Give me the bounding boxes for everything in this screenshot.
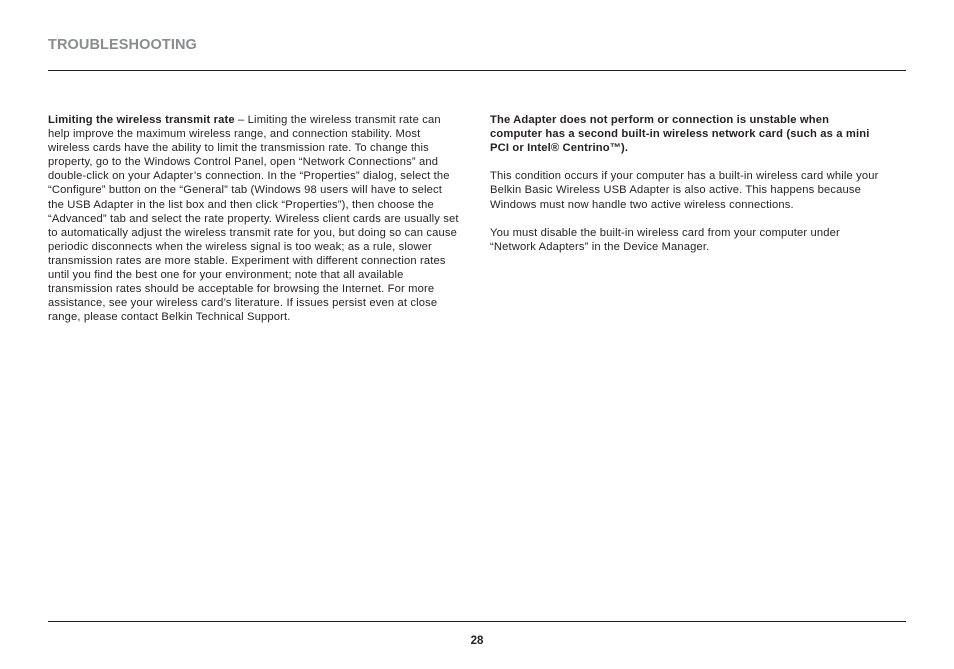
- transmit-rate-body: – Limiting the wireless transmit rate can help improve the maximum wireless range, and connection stability. Most wireless cards have the ability to limit the transmission rate. To change this property, go to the Windows Control Panel, open “Network Connections” and double-click on your Adapter’s connection. In the “Properties” dialog, select the “Configure” button on the “General” tab (Windows 98 users will have to select the USB Adapter in the list box and then click “Properties”), then choose the “Advanced” tab and select the rate property. Wireless client cards are usually set to automatically adjust the wireless transmit rate for you, but doing so can cause periodic disconnects when the wireless signal is too weak; as a rule, slower transmission rates are more stable. Experiment with different connection rates until you find the best one for your environment; note that all available transmission rates should be acceptable for browsing the Internet. For more assistance, see your wireless card’s literature. If issues persist even at close range, please contact Belkin Technical Support.: [48, 114, 459, 324]
- footer-divider: [48, 621, 906, 622]
- transmit-rate-lead: Limiting the wireless transmit rate: [48, 114, 235, 126]
- left-column: [48, 113, 460, 324]
- second-card-paragraph-1: This condition occurs if your computer has a built-in wireless card while your Belkin Basic Wireless USB Adapter is also active. This happens because Windows must now handle two active wireless connections.: [490, 170, 879, 211]
- page-number: 28: [470, 635, 484, 647]
- section-title: TROUBLESHOOTING: [48, 37, 197, 53]
- second-card-heading: The Adapter does not perform or connection is unstable when computer has a second built-in wireless network card (such as a mini PCI or Intel® Centrino™).: [490, 114, 870, 155]
- transmit-rate-paragraph: [48, 113, 460, 324]
- header-divider: [48, 70, 906, 71]
- right-column: [490, 113, 880, 254]
- second-card-paragraph-2: You must disable the built-in wireless card from your computer under “Network Adapters” in the Device Manager.: [490, 226, 840, 253]
